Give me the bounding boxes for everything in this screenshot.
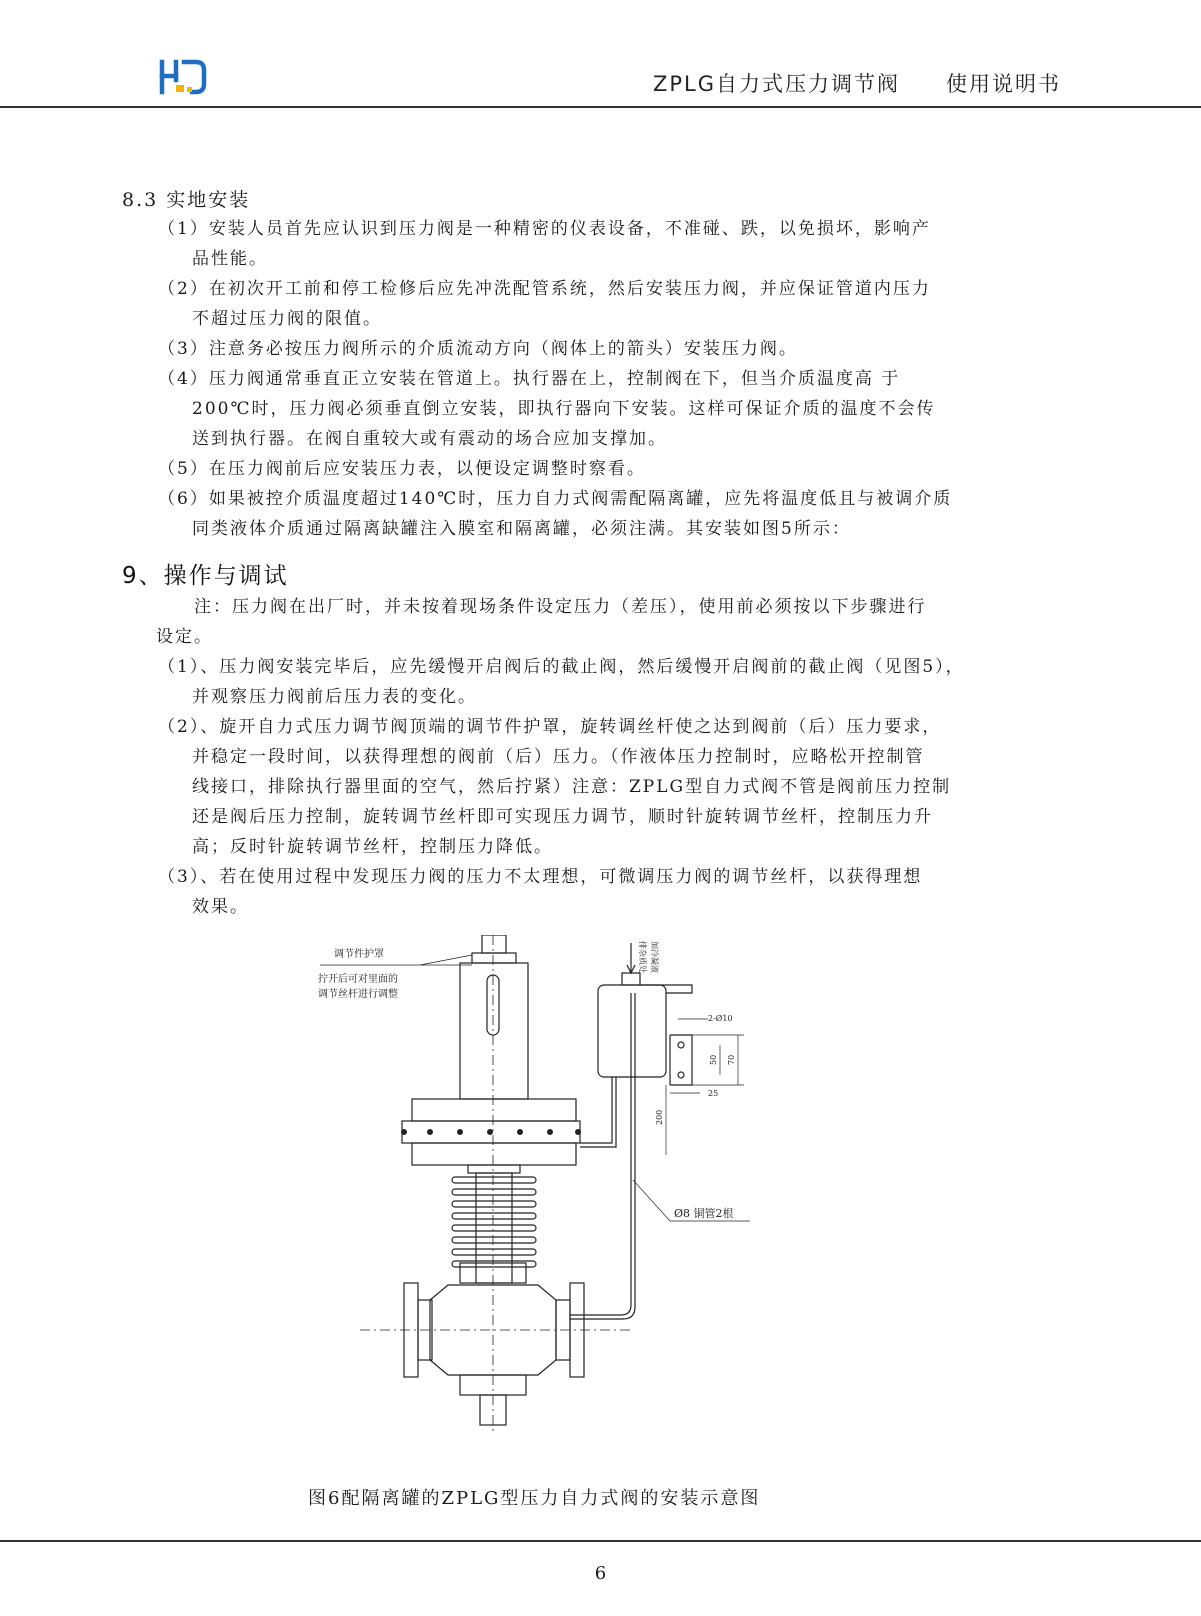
- installation-diagram: [300, 935, 860, 1475]
- item-text: （6）如果被控介质温度超过140℃时，压力自力式阀需配隔离罐，应先将温度低且与被调介质: [158, 489, 953, 509]
- list-item: [122, 652, 1082, 712]
- item-text-cont: 还是阀后压力控制，旋转调节丝杆即可实现压力调节，顺时针旋转调节丝杆，控制压力升: [192, 807, 933, 827]
- isolation-tank: [598, 985, 666, 1077]
- note-text: 注：压力阀在出厂时，并未按着现场条件设定压力（差压），使用前必须按以下步骤进行: [194, 597, 927, 617]
- list-item: [122, 712, 1082, 862]
- flange-bolts: [401, 1129, 581, 1135]
- label-dim-50: 50: [709, 1054, 718, 1065]
- item-text: （5）在压力阀前后应安装压力表，以便设定调整时察看。: [158, 459, 646, 479]
- cooling-fins: [452, 1177, 536, 1267]
- tank-to-actuator-pipe-2: [580, 1077, 616, 1147]
- label-cover: 调节件护罩: [334, 949, 384, 960]
- label-dim-25: 25: [708, 1089, 719, 1098]
- company-logo: [158, 58, 208, 96]
- page-number: 6: [594, 1563, 607, 1584]
- list-item: [122, 274, 1082, 334]
- tank-to-actuator-pipe: [580, 1077, 612, 1143]
- figure-caption: 图6配隔离罐的ZPLG型压力自力式阀的安装示意图: [308, 1488, 761, 1509]
- bracket-hole: [678, 1042, 684, 1048]
- item-text-cont: 效果。: [192, 897, 249, 917]
- item-text-cont: 并观察压力阀前后压力表的变化。: [192, 687, 477, 707]
- section-title: 8.3 实地安装: [122, 189, 251, 211]
- label-pipe: Ø8 铜管2根: [674, 1207, 734, 1220]
- section-installation: [122, 186, 1082, 544]
- item-text: （2）在初次开工前和停工检修后应先冲洗配管系统，然后安装压力阀，并应保证管道内压力: [158, 279, 931, 299]
- list-item: [122, 484, 1082, 544]
- list-item: [122, 454, 1082, 484]
- item-text-cont: 送到执行器。在阀自重较大或有震动的场合应加支撑加。: [192, 429, 667, 449]
- item-text: （1）安装人员首先应认识到压力阀是一种精密的仪表设备，不准碰、跌，以免损坏，影响产: [158, 219, 931, 239]
- item-text-cont: 同类液体介质通过隔离缺罐注入膜室和隔离罐，必须注满。其安装如图5所示：: [192, 519, 851, 539]
- footer-divider: [0, 1540, 1201, 1542]
- adjuster-cylinder: [460, 963, 528, 1099]
- item-text-cont: 线接口，排除执行器里面的空气，然后拧紧）注意：ZPLG型自力式阀不管是阀前压力控制: [192, 777, 952, 797]
- product-name: ZPLG自力式压力调节阀: [652, 72, 900, 96]
- page-header: [0, 0, 1201, 108]
- bonnet-neck: [468, 1165, 520, 1173]
- item-text-cont: 并稳定一段时间，以获得理想的阀前（后）压力。（作液体压力控制时，应略松开控制管: [192, 747, 925, 767]
- list-item: [122, 862, 1082, 922]
- item-text: （3）注意务必按压力阀所示的介质流动方向（阀体上的箭头）安装压力阀。: [158, 339, 798, 359]
- copper-signal-pipe-2: [570, 993, 635, 1319]
- list-item: [122, 214, 1082, 274]
- bracket-hole: [678, 1072, 684, 1078]
- document-header-title: [653, 68, 1061, 98]
- item-text: （2）、旋开自力式压力调节阀顶端的调节件护罩，旋转调丝杆使之达到阀前（后）压力要求，: [158, 717, 942, 737]
- item-text-cont: 不超过压力阀的限值。: [192, 309, 382, 329]
- header-divider: [0, 106, 1201, 108]
- label-dim-200: 200: [655, 1109, 664, 1125]
- list-item: [122, 334, 1082, 364]
- label-vertical-1: 加冷凝液: [650, 941, 659, 973]
- item-text: （4）压力阀通常垂直正立安装在管道上。执行器在上，控制阀在下，但当介质温度高 于: [158, 369, 901, 389]
- copper-signal-pipe: [570, 993, 631, 1315]
- label-cover-desc-1: 拧开后可对里面的: [318, 974, 398, 985]
- item-text: （1）、压力阀安装完毕后，应先缓慢开启阀后的截止阀，然后缓慢开启阀前的截止阀（见图5），: [158, 657, 965, 677]
- pipe-leader: [633, 1180, 670, 1221]
- label-cover-desc-2: 调节丝杆进行调整: [318, 989, 398, 1000]
- label-vertical-2: 排杂质处: [638, 941, 647, 973]
- item-text-cont: 品性能。: [192, 249, 268, 269]
- cover-cap-top: [482, 935, 506, 953]
- note-paragraph: [122, 592, 1082, 652]
- tank-fill-plug: [622, 973, 640, 985]
- label-dim-holes: 2-Ø10: [708, 1014, 733, 1023]
- diaphragm-upper: [412, 1099, 576, 1121]
- item-text-cont: 高；反时针旋转调节丝杆，控制压力降低。: [192, 837, 553, 857]
- diaphragm-lower: [412, 1143, 576, 1165]
- section-operation: [122, 560, 1082, 922]
- note-text-cont: 设定。: [156, 627, 213, 647]
- list-item: [122, 364, 1082, 454]
- document-type: 使用说明书: [946, 72, 1061, 96]
- item-text-cont: 200℃时，压力阀必须垂直倒立安装，即执行器向下安装。这样可保证介质的温度不会传: [192, 399, 936, 419]
- label-dim-70: 70: [727, 1054, 736, 1065]
- cover-cap: [472, 953, 516, 963]
- item-text: （3）、若在使用过程中发现压力阀的压力不太理想，可微调压力阀的调节丝杆，以获得理想: [158, 867, 923, 887]
- section-title: 9、操作与调试: [122, 563, 289, 589]
